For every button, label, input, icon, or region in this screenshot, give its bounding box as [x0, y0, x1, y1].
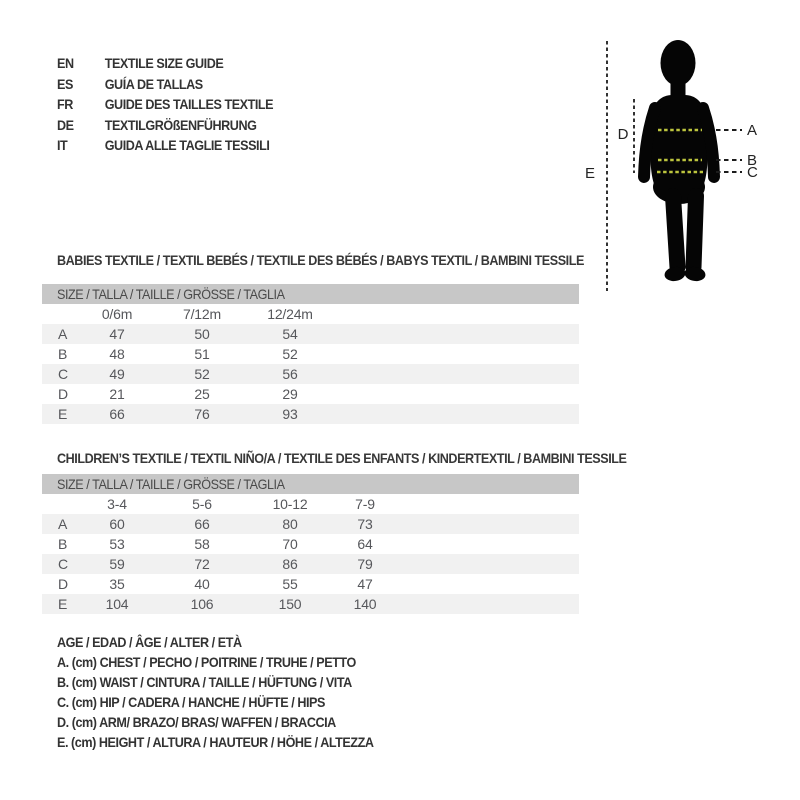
table-row	[42, 554, 579, 574]
legend-line-text: E. (cm) HEIGHT / ALTURA / HAUTEUR / HÖHE / ALTEZZA	[57, 734, 374, 750]
size-value: 59	[109, 556, 125, 572]
legend-age-line	[57, 632, 409, 652]
size-value: 52	[282, 346, 298, 362]
size-header-bar	[42, 474, 579, 494]
size-value: 70	[282, 536, 298, 552]
row-measure-label: D	[58, 386, 69, 402]
measure-label-height: E	[584, 165, 596, 182]
table-row	[42, 594, 579, 614]
size-value: 52	[194, 366, 210, 382]
row-measure-label: E	[58, 406, 68, 422]
legend-line	[57, 652, 409, 672]
row-measure-label: C	[58, 556, 69, 572]
table-row	[42, 574, 579, 594]
size-value: 73	[357, 516, 373, 532]
legend-line	[57, 672, 409, 692]
language-code: IT	[57, 137, 68, 154]
age-header-spacer	[42, 494, 76, 514]
babies-section-title-text: BABIES TEXTILE / TEXTIL BEBÉS / TEXTILE DES BÉBÉS / BABYS TEXTIL / BAMBINI TESSILE	[57, 252, 584, 268]
size-value: 79	[357, 556, 373, 572]
silhouette-left-leg	[673, 196, 678, 267]
children-section-title	[57, 450, 690, 466]
size-value: 47	[109, 326, 125, 342]
size-value: 35	[109, 576, 125, 592]
language-code: DE	[57, 116, 74, 133]
size-value: 150	[278, 596, 302, 612]
legend-line-text: B. (cm) WAIST / CINTURA / TAILLE / HÜFTUNG / VITA	[57, 674, 352, 690]
babies-section-title	[57, 252, 642, 268]
size-value: 55	[282, 576, 298, 592]
language-title: GUIDE DES TAILLES TEXTILE	[104, 96, 274, 113]
language-row	[57, 115, 273, 136]
size-value: 50	[194, 326, 210, 342]
language-title: GUÍA DE TALLAS	[104, 75, 203, 92]
table-row	[42, 324, 579, 344]
age-column-header: 10-12	[272, 496, 308, 512]
size-value: 49	[109, 366, 125, 382]
size-value: 72	[194, 556, 210, 572]
legend-line	[57, 712, 409, 732]
legend-line-text: C. (cm) HIP / CADERA / HANCHE / HÜFTE / HIPS	[57, 694, 325, 710]
language-row	[57, 135, 273, 156]
age-column-header: 7/12m	[183, 306, 221, 322]
row-measure-label: E	[58, 596, 68, 612]
size-value: 66	[194, 516, 210, 532]
row-measure-label: C	[58, 366, 69, 382]
table-row	[42, 344, 579, 364]
measure-label-waist: B	[747, 152, 758, 169]
size-value: 66	[109, 406, 125, 422]
legend-line	[57, 692, 409, 712]
row-measure-label: D	[58, 576, 69, 592]
language-row	[57, 53, 273, 74]
size-value: 47	[357, 576, 373, 592]
size-value: 56	[282, 366, 298, 382]
table-age-header	[42, 494, 579, 514]
size-value: 54	[282, 326, 298, 342]
row-measure-label: A	[58, 516, 68, 532]
table-row	[42, 384, 579, 404]
language-title-block	[57, 53, 297, 156]
size-value: 93	[282, 406, 298, 422]
children-section-title-text: CHILDREN’S TEXTILE / TEXTIL NIÑO/A / TEXTILE DES ENFANTS / KINDERTEXTIL / BAMBINI TESSILE	[57, 450, 627, 466]
size-value: 51	[194, 346, 210, 362]
table-row	[42, 534, 579, 554]
size-value: 80	[282, 516, 298, 532]
table-row	[42, 514, 579, 534]
row-measure-label: A	[58, 326, 68, 342]
size-value: 86	[282, 556, 298, 572]
babies-size-table	[42, 284, 579, 424]
children-size-table	[42, 474, 579, 614]
size-header-text: SIZE / TALLA / TAILLE / GRÖSSE / TAGLIA	[57, 286, 285, 302]
size-header-bar	[42, 284, 579, 304]
size-value: 29	[282, 386, 298, 402]
table-row	[42, 364, 579, 384]
language-title: TEXTILGRÖßENFÜHRUNG	[104, 116, 257, 133]
age-header-spacer	[42, 304, 76, 324]
row-measure-label: B	[58, 536, 68, 552]
language-code: ES	[57, 75, 73, 92]
language-row	[57, 74, 273, 95]
legend-line-text: D. (cm) ARM/ BRAZO/ BRAS/ WAFFEN / BRACCIA	[57, 714, 336, 730]
table-age-header	[42, 304, 579, 324]
size-value: 106	[190, 596, 214, 612]
table-row	[42, 404, 579, 424]
language-row	[57, 94, 273, 115]
age-column-header: 0/6m	[101, 306, 133, 322]
size-value: 48	[109, 346, 125, 362]
size-value: 104	[105, 596, 129, 612]
legend-line-text: A. (cm) CHEST / PECHO / POITRINE / TRUHE / PETTO	[57, 654, 356, 670]
size-value: 53	[109, 536, 125, 552]
measurement-legend	[57, 632, 409, 752]
language-title: TEXTILE SIZE GUIDE	[104, 55, 224, 71]
size-value: 140	[353, 596, 377, 612]
legend-age-text: AGE / EDAD / ÂGE / ALTER / ETÀ	[57, 634, 242, 650]
language-code: EN	[57, 55, 74, 71]
size-value: 60	[109, 516, 125, 532]
language-code: FR	[57, 96, 73, 113]
size-value: 40	[194, 576, 210, 592]
age-column-header: 12/24m	[267, 306, 313, 322]
measure-label-hip: C	[747, 164, 758, 181]
size-value: 58	[194, 536, 210, 552]
measure-label-arm: D	[617, 126, 629, 143]
size-value: 21	[109, 386, 125, 402]
size-value: 25	[194, 386, 210, 402]
row-measure-label: B	[58, 346, 68, 362]
table-body	[42, 514, 579, 614]
size-value: 64	[357, 536, 373, 552]
measure-label-chest: A	[747, 122, 758, 139]
age-column-header: 5-6	[192, 496, 212, 512]
age-column-header: 7-9	[355, 496, 375, 512]
size-header-text: SIZE / TALLA / TAILLE / GRÖSSE / TAGLIA	[57, 476, 285, 492]
legend-line	[57, 732, 409, 752]
size-value: 76	[194, 406, 210, 422]
table-body	[42, 324, 579, 424]
age-column-header: 3-4	[107, 496, 127, 512]
language-title: GUIDA ALLE TAGLIE TESSILI	[104, 137, 270, 154]
silhouette-right-leg	[694, 196, 697, 267]
